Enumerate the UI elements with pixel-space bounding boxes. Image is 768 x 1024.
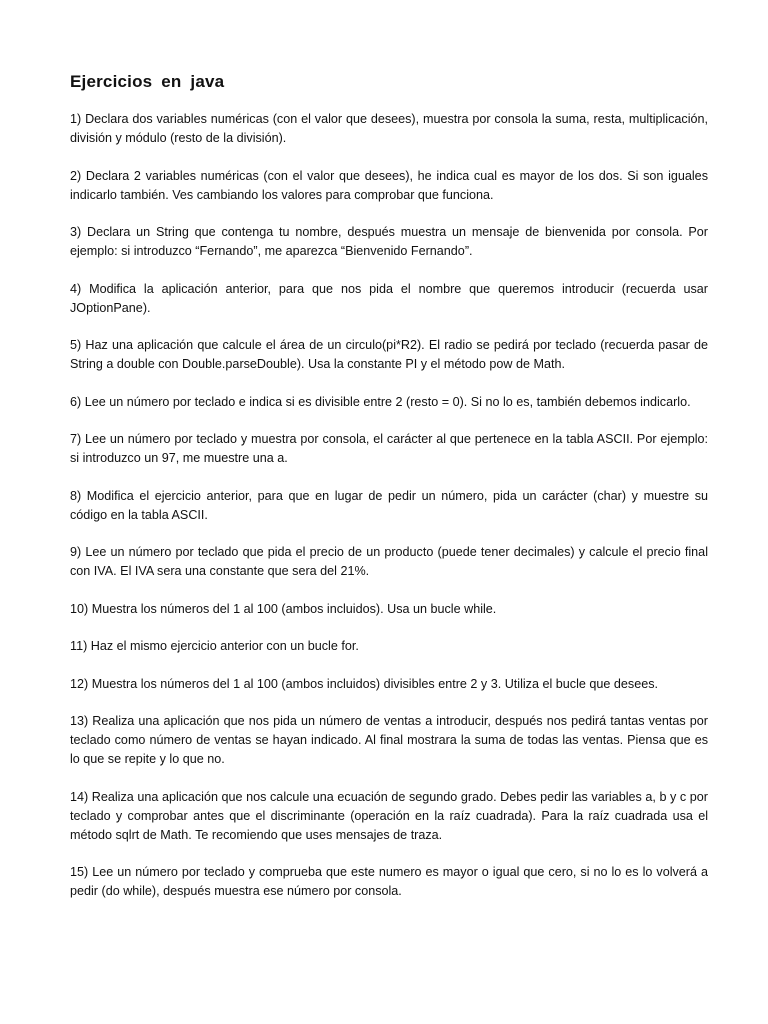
exercise-5: 5) Haz una aplicación que calcule el área de un circulo(pi*R2). El radio se pedirá por teclado (recuerda pasar de String a double con Double.parseDouble). Usa la constante PI y el método pow de Math.	[70, 338, 708, 371]
exercise-11: 11) Haz el mismo ejercicio anterior con un bucle for.	[70, 639, 359, 653]
exercise-12: 12) Muestra los números del 1 al 100 (ambos incluidos) divisibles entre 2 y 3. Utiliza el bucle que desees.	[70, 676, 659, 691]
exercise-7: 7) Lee un número por teclado y muestra por consola, el carácter al que pertenece en la tabla ASCII. Por ejemplo: si introduzco un 97, me muestre una a.	[70, 432, 708, 465]
exercise-6: 6) Lee un número por teclado e indica si es divisible entre 2 (resto = 0). Si no lo es, también debemos indicarlo.	[70, 394, 691, 409]
exercise-8: 8) Modifica el ejercicio anterior, para que en lugar de pedir un número, pida un carácter (char) y muestre su código en la tabla ASCII.	[70, 488, 708, 522]
exercise-13: 13) Realiza una aplicación que nos pida un número de ventas a introducir, después nos pedirá tantas ventas por teclado como número de ventas se hayan indicado. Al final mostrara la suma de todas las ventas. Piensa que es lo que se repite y lo que no.	[70, 714, 708, 766]
document-page	[70, 70, 708, 920]
exercise-15: 15) Lee un número por teclado y comprueba que este numero es mayor o igual que cero, si no lo es lo volverá a pedir (do while), después muestra ese número por consola.	[70, 865, 708, 898]
exercise-14: 14) Realiza una aplicación que nos calcule una ecuación de segundo grado. Debes pedir las variables a, b y c por teclado y comprobar antes que el discriminante (operación en la raíz cuadrada). Para la raíz cuadrada usa el método sqlrt de Math. Te recomiendo que uses mensajes de traza.	[70, 789, 708, 842]
exercise-4: 4) Modifica la aplicación anterior, para que nos pida el nombre que queremos introducir (recuerda usar JOptionPane).	[70, 281, 708, 315]
exercise-2: 2) Declara 2 variables numéricas (con el valor que desees), he indica cual es mayor de los dos. Si son iguales indicarlo también. Ves cambiando los valores para comprobar que funciona.	[70, 168, 708, 202]
exercise-9: 9) Lee un número por teclado que pida el precio de un producto (puede tener decimales) y calcule el precio final con IVA. El IVA sera una constante que sera del 21%.	[70, 545, 708, 578]
exercise-1: 1) Declara dos variables numéricas (con el valor que desees), muestra por consola la suma, resta, multiplicación, división y módulo (resto de la división).	[70, 112, 708, 145]
exercise-3: 3) Declara un String que contenga tu nombre, después muestra un mensaje de bienvenida por consola. Por ejemplo: si introduzco “Fernando”, me aparezca “Bienvenido Fernando”.	[70, 225, 708, 258]
document-title: Ejercicios en java	[70, 72, 225, 91]
exercise-10: 10) Muestra los números del 1 al 100 (ambos incluidos). Usa un bucle while.	[70, 601, 497, 616]
